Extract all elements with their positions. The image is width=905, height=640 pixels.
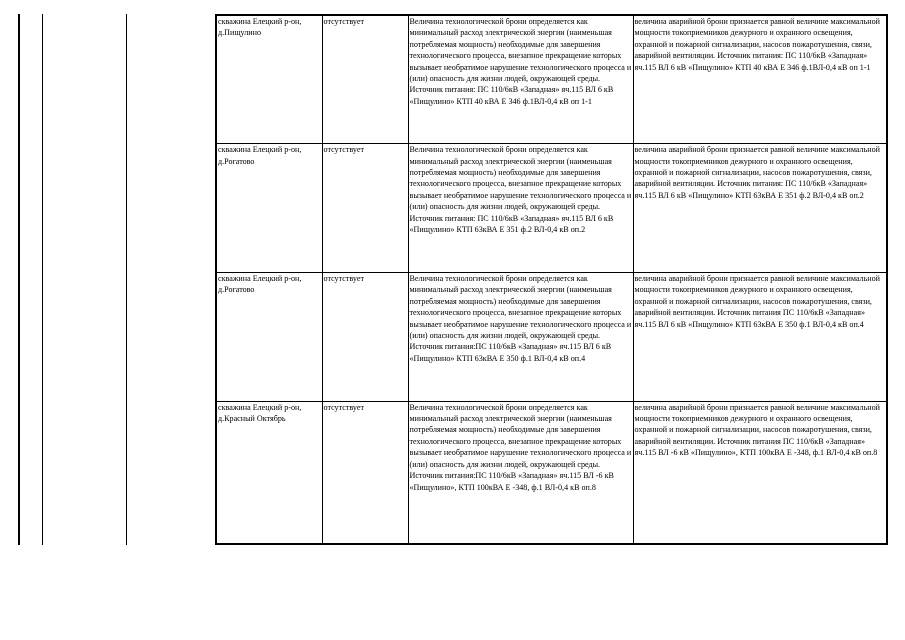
table-row bbox=[216, 15, 887, 144]
emergency-reserve-cell: величина аварийной брони признается равной величине максимальной мощности токоприемников дежурного и охранного освещения, охранной и пожарной сигнализации, насосов пожаротушения, связи, аварийной вентиляции. Источник питания ПС 110/6кВ «Западная» яч.115 ВЛ 6 кВ «Пищулино» КТП 63кВА Е 350 ф.1 ВЛ-0,4 кВ оп.4 bbox=[633, 272, 887, 401]
column-rule-1 bbox=[18, 14, 20, 545]
emergency-reserve-cell: величина аварийной брони признается равной величине максимальной мощности токоприемников дежурного и охранного освещения, охранной и пожарной сигнализации, насосов пожаротушения, связи, аварийной вентиляции. Источник питания ПС 110/6кВ «Западная» яч.115 ВЛ -6 кВ «Пищулино», КТП 100кВА Е -348, ф.1 ВЛ-0,4 кВ оп.8 bbox=[633, 401, 887, 544]
emergency-reserve-cell: величина аварийной брони признается равной величине максимальной мощности токоприемников дежурного и охранного освещения, охранной и пожарной сигнализации, насосов пожаротушения, связи, аварийной вентиляции. Источник питания: ПС 110/6кВ «Западная» яч.115 ВЛ 6 кВ «Пищулино» КТП 40 кВА Е 346 ф.1ВЛ-0,4 кВ оп 1-1 bbox=[633, 15, 887, 144]
object-cell: скважина Елецкий р-он, д.Красный Октябрь bbox=[216, 401, 322, 544]
tech-reserve-cell: Величина технологической брони определяется как минимальный расход электрической энергии (наименьшая потребляемая мощность) необходимые для завершения технологического процесса, внезапное прекращение которых вызывает необратимое нарушение технологического процесса и (или) опасность для жизни людей, окружающей среды. Источник питания:ПС 110/6кВ «Западная» яч.115 ВЛ 6 кВ «Пищулино» КТП 63кВА Е 350 ф.1 ВЛ-0,4 кВ оп.4 bbox=[408, 272, 633, 401]
status-cell: отсутствует bbox=[322, 15, 408, 144]
status-cell: отсутствует bbox=[322, 272, 408, 401]
emergency-reserve-cell: величина аварийной брони признается равной величине максимальной мощности токоприемников дежурного и охранного освещения, охранной и пожарной сигнализации, насосов пожаротушения, связи, аварийной вентиляции. Источник питания: ПС 110/6кВ «Западная» яч.115 ВЛ 6 кВ «Пищулино» КТП 63кВА Е 351 ф.2 ВЛ-0,4 кВ оп.2 bbox=[633, 144, 887, 273]
power-reserve-table bbox=[215, 14, 888, 545]
object-cell: скважина Елецкий р-он, д.Пищулино bbox=[216, 15, 322, 144]
table-row bbox=[216, 144, 887, 273]
tech-reserve-cell: Величина технологической брони определяется как минимальный расход электрической энергии (наименьшая потребляемая мощность) необходимые для завершения технологического процесса, внезапное прекращение которых вызывает необратимое нарушение технологического процесса и (или) опасность для жизни людей, окружающей среды. Источник питания:ПС 110/6кВ «Западная» яч.115 ВЛ -6 кВ «Пищулино», КТП 100кВА Е -348, ф.1 ВЛ-0,4 кВ оп.8 bbox=[408, 401, 633, 544]
table-row bbox=[216, 401, 887, 544]
tech-reserve-cell: Величина технологической брони определяется как минимальный расход электрической энергии (наименьшая потребляемая мощность) необходимые для завершения технологического процесса, внезапное прекращение которых вызывает необратимое нарушение технологического процесса и (или) опасность для жизни людей, окружающей среды. Источник питания: ПС 110/6кВ «Западная» яч.115 ВЛ 6 кВ «Пищулино» КТП 63кВА Е 351 ф.2 ВЛ-0,4 кВ оп.2 bbox=[408, 144, 633, 273]
status-cell: отсутствует bbox=[322, 401, 408, 544]
tech-reserve-cell: Величина технологической брони определяется как минимальный расход электрической энергии (наименьшая потребляемая мощность) необходимые для завершения технологического процесса, внезапное прекращение которых вызывает необратимое нарушение технологического процесса и (или) опасность для жизни людей, окружающей среды. Источник питания: ПС 110/6кВ «Западная» яч.115 ВЛ 6 кВ «Пищулино» КТП 40 кВА Е 346 ф.1ВЛ-0,4 кВ оп 1-1 bbox=[408, 15, 633, 144]
status-cell: отсутствует bbox=[322, 144, 408, 273]
object-cell: скважина Елецкий р-он, д.Рогатово bbox=[216, 144, 322, 273]
column-rule-3 bbox=[126, 14, 127, 545]
object-cell: скважина Елецкий р-он, д.Рогатово bbox=[216, 272, 322, 401]
column-rule-2 bbox=[42, 14, 43, 545]
table-row bbox=[216, 272, 887, 401]
